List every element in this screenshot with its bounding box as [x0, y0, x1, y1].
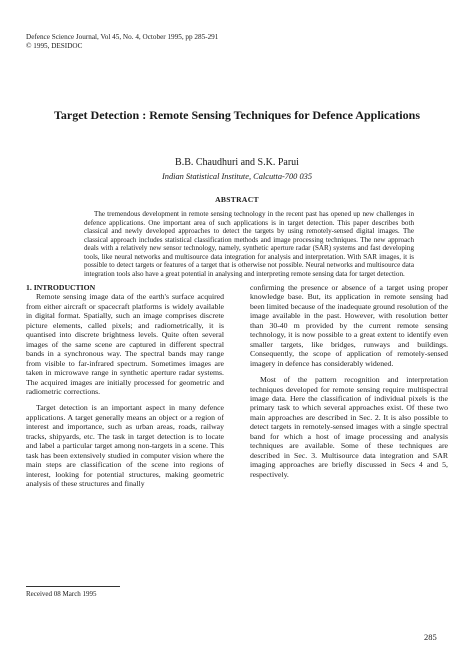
affiliation: Indian Statistical Institute, Calcutta-700 035	[161, 172, 313, 181]
paragraph: confirming the presence or absence of a target using proper knowledge base. But, its application in remote sensing had been limited because of the inadequate ground resolution of the image available in the past. However, with resolution better than 30-40 m provided by the current remote sensing technology, it is now possible to a great extent to identify even smaller targets, like bridges, runways and buildings. Consequently, the scope of application of remotely-sensed imagery in defence has considerably widened.	[250, 283, 448, 368]
abstract-text: The tremendous development in remote sensing technology in the recent past has opened up new challenges in defence applications. One important area of such applications is in target detection. This paper describes both classical and newly developed approaches to detect the targets by using remotely-sensed digital images. The classical approach includes statistical classification methods and image processing techniques. The new approach deals with a relatively new sensor technology, namely, synthetic aperture radar (SAR) systems and fast developing tools, like neural networks and multisource data integration for analysis and interpretation. With SAR images, it is possible to detect targets or features of a target that is otherwise not possible. Neural networks and multisource data integration tools also have a great potential in analysing and interpreting remote sensing data for target detection.	[84, 210, 414, 278]
paragraph: Target detection is an important aspect in many defence applications. A target generally means an object or a region of interest and importance, such as urban areas, roads, railway tracks, shipyards, etc. The task in target detection is to locate and label a particular target among non-targets in a scene. This task has been extensively studied in computer vision where the main steps are classification of the scene into regions of interest, looking for potential structures, making geometric analysis of these structures and finally	[26, 403, 224, 489]
journal-citation	[26, 33, 218, 51]
page-number: 285	[424, 632, 437, 642]
paragraph: Most of the pattern recognition and interpretation techniques developed for remote sensing require multispectral image data. Here the classification of individual pixels is the primary task to which several approaches exist. Of these two main approaches are described in Sec. 2. It is also possible to detect targets in remotely-sensed images with a single spectral band for which a host of image processing and analysis techniques are available. Some of these techniques are described in Sec. 3. Multisource data integration and SAR imaging approaches are briefly discussed in Secs 4 and 5, respectively.	[250, 375, 448, 479]
authors: B.B. Chaudhuri and S.K. Parui	[175, 157, 299, 168]
paper-title: Target Detection : Remote Sensing Techniques for Defence Applications	[54, 108, 420, 122]
abstract-heading: ABSTRACT	[215, 195, 259, 204]
left-column	[26, 283, 224, 489]
journal-line: Defence Science Journal, Vol 45, No. 4, October 1995, pp 285-291	[26, 33, 219, 41]
right-column	[250, 283, 448, 479]
received-date: Received 08 March 1995	[26, 590, 97, 598]
section-heading-introduction: 1. INTRODUCTION	[26, 283, 96, 292]
paragraph: Remote sensing image data of the earth's surface acquired from either aircraft or spacecraft platforms is widely available in digital format. Spatially, such an image comprises discrete picture elements, called pixels; and radiometrically, it is quantised into discrete brightness levels. Quite often several images of the same scene are captured in different spectral bands in a synchronous way. The spectral bands may range from visible to far-infrared spectrum. Sometimes images are taken in microwave range in synthetic aperture radar systems. The acquired images are initially processed for geometric and radiometric corrections.	[26, 292, 224, 396]
footnote-divider	[26, 586, 120, 587]
copyright-line: © 1995, DESIDOC	[26, 42, 83, 50]
